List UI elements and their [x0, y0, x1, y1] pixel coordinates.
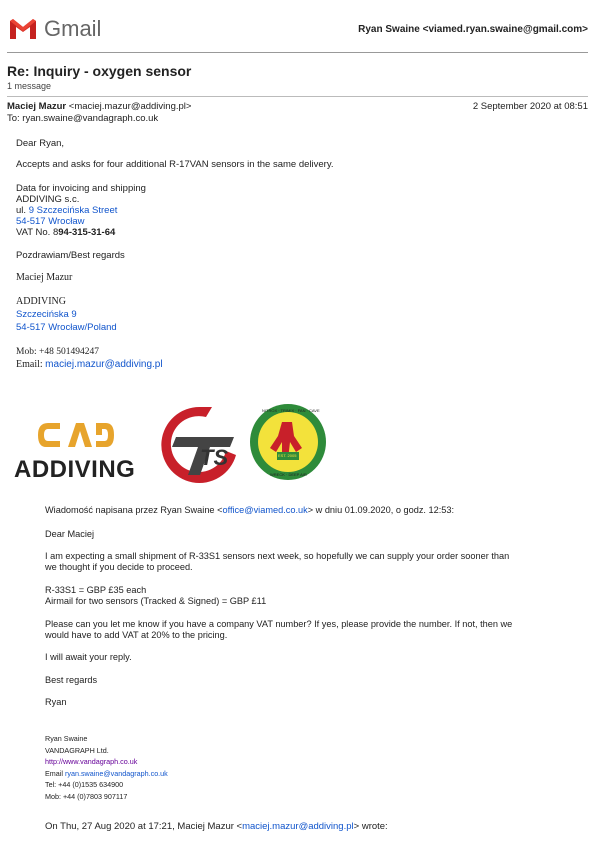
street-prefix: ul.: [16, 205, 29, 216]
quote-price-2: Airmail for two sensors (Tracked & Signed) = GBP £11: [45, 596, 267, 606]
message-count: 1 message: [7, 81, 52, 91]
signature-email-label: Email:: [16, 359, 46, 370]
signature-mobile: Mob: +48 501494247: [16, 347, 99, 357]
greeting: Dear Ryan,: [16, 138, 65, 149]
gmail-wordmark: Gmail: [44, 16, 102, 41]
city-link[interactable]: 54-517 Wrocław: [16, 216, 85, 227]
signature-street-link[interactable]: Szczecińska 9: [16, 309, 77, 320]
sig2-website-link[interactable]: http://www.vandagraph.co.uk: [45, 757, 138, 767]
recipient-line: To: ryan.swaine@vandagraph.co.uk: [7, 113, 159, 124]
regards-line: Pozdrawiam/Best regards: [16, 250, 125, 261]
sig2-email-link[interactable]: ryan.swaine@vandagraph.co.uk: [64, 768, 168, 778]
addiving-wordmark: ADDIVING: [14, 456, 136, 483]
badge-center-text: EST. 2005: [278, 453, 297, 458]
sig2-mob: Mob: +44 (0)7803 907117: [45, 792, 128, 801]
quote2-intro-a: On Thu, 27 Aug 2020 at 17:21, Maciej Mazur <: [45, 821, 243, 832]
body-paragraph: Accepts and asks for four additional R-17VAN sensors in the same delivery.: [16, 159, 334, 170]
quote2-intro: [45, 821, 388, 832]
quote-await: I will await your reply.: [45, 652, 132, 662]
diving-badge-logo: [248, 402, 328, 482]
quote-greeting: Dear Maciej: [45, 529, 95, 539]
vat-number: 94-315-31-64: [58, 227, 116, 238]
quote2-email-link[interactable]: maciej.mazur@addiving.pl: [242, 821, 354, 832]
invoice-label: Data for invoicing and shipping: [16, 183, 146, 194]
thread-subject: Re: Inquiry - oxygen sensor: [7, 63, 192, 79]
sig2-email-line: [45, 768, 168, 780]
signature-email-line: [16, 359, 163, 371]
vat-prefix: VAT No. 8: [16, 227, 59, 238]
signature-email-link[interactable]: maciej.mazur@addiving.pl: [45, 359, 163, 370]
addiving-logo: [14, 415, 152, 485]
sig2-tel: Tel: +44 (0)1535 634900: [45, 780, 124, 790]
diver-badge-icon: [248, 402, 328, 482]
signature-company: ADDIVING: [16, 296, 66, 307]
street-link[interactable]: 9 Szczecińska Street: [28, 205, 118, 216]
sig2-name: Ryan Swaine: [45, 734, 88, 743]
quote2-intro-b: > wrote:: [353, 821, 388, 832]
quote-intro: [45, 505, 454, 516]
quote-paragraph-1-line-1: I am expecting a small shipment of R-33S1 sensors next week, so hopefully we can supply your order sooner than: [45, 551, 510, 561]
subject-divider: [7, 96, 588, 97]
badge-bottom-text: WRECK · DEEP AIR: [270, 472, 307, 477]
sig2-email-label: Email: [45, 768, 65, 778]
quote-paragraph-1-line-2: we thought if you decide to proceed.: [45, 562, 193, 572]
company-name: ADDIVING s.c.: [16, 194, 80, 205]
ts-wordmark: TS: [200, 445, 229, 470]
street-line: [16, 205, 117, 217]
quote-paragraph-2-line-1: Please can you let me know if you have a company VAT number? If yes, please provide the number. If not, then we: [45, 619, 513, 629]
sender-email: <maciej.mazur@addiving.pl>: [68, 101, 192, 112]
ts-logo: [156, 403, 244, 485]
header-divider: [7, 52, 588, 53]
account-label: Ryan Swaine <viamed.ryan.swaine@gmail.com>: [358, 24, 588, 35]
sender-line: [7, 101, 191, 112]
badge-top-text: NITROX · TRIMIX · FAN · CAVE: [262, 408, 320, 413]
gmail-m-icon: [8, 17, 38, 41]
sender-name: Maciej Mazur: [7, 101, 67, 112]
gmail-logo[interactable]: [8, 15, 103, 43]
vat-line: [16, 227, 115, 239]
ts-swoosh-icon: [156, 403, 244, 485]
signature-name: Maciej Mazur: [16, 272, 73, 283]
quote-regards: Best regards: [45, 675, 98, 685]
quote-intro-a: Wiadomość napisana przez Ryan Swaine <: [45, 505, 223, 515]
message-date: 2 September 2020 at 08:51: [472, 101, 588, 112]
quote-name: Ryan: [45, 697, 67, 707]
quote-price-1: R-33S1 = GBP £35 each: [45, 585, 147, 595]
sig2-company: VANDAGRAPH Ltd.: [45, 745, 109, 755]
signature-city-link[interactable]: 54-517 Wrocław/Poland: [16, 322, 117, 333]
quote-sender-email-link[interactable]: office@viamed.co.uk: [222, 505, 308, 515]
quote-paragraph-2-line-2: would have to add VAT at 20% to the pricing.: [45, 630, 228, 640]
quote-intro-b: > w dniu 01.09.2020, o godz. 12:53:: [307, 505, 455, 515]
